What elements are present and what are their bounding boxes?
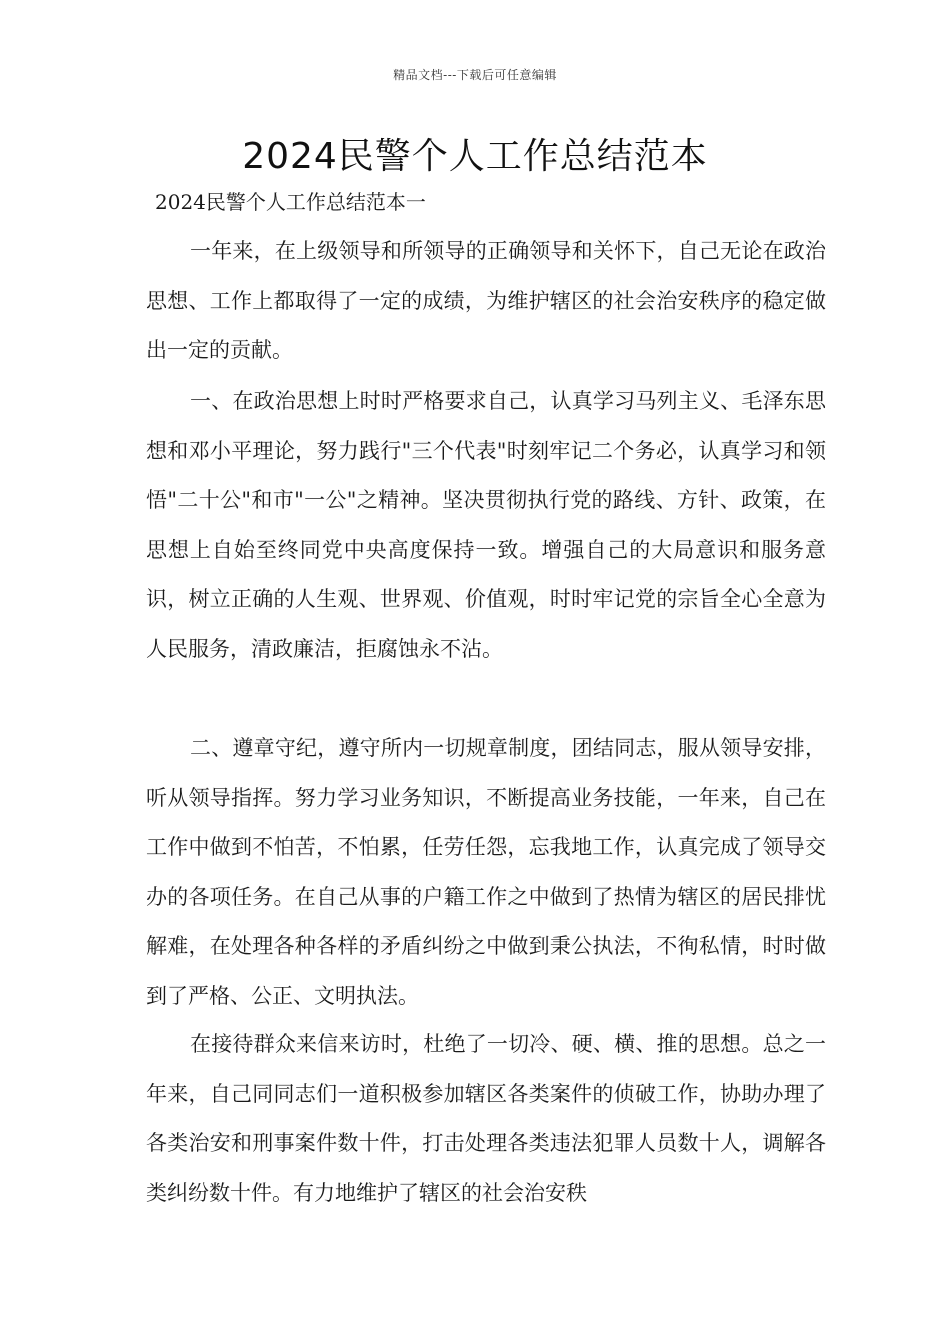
header-note: 精品文档---下载后可任意编辑 xyxy=(393,68,557,82)
paragraph-political-thought: 一、在政治思想上时时严格要求自己，认真学习马列主义、毛泽东思想和邓小平理论，努力践行"三个代表"时刻牢记二个务必，认真学习和领悟"二十公"和市"一公"之精神。坚决贯彻执行党的路线、方针、政策，在思想上自始至终同党中央高度保持一致。增强自己的大局意识和服务意识，树立正确的人生观、世界观、价值观，时时牢记党的宗旨全心全意为人民服务，清政廉洁，拒腐蚀永不沾。 xyxy=(146,389,826,661)
document-title: 2024民警个人工作总结范本 xyxy=(242,136,708,177)
paragraph-intro: 一年来，在上级领导和所领导的正确领导和关怀下，自己无论在政治思想、工作上都取得了一定的成绩，为维护辖区的社会治安秩序的稳定做出一定的贡献。 xyxy=(146,239,826,363)
section-subtitle: 2024民警个人工作总结范本一 xyxy=(155,190,426,214)
paragraph-discipline: 二、遵章守纪，遵守所内一切规章制度，团结同志，服从领导安排，听从领导指挥。努力学习业务知识，不断提高业务技能，一年来，自己在工作中做到不怕苦，不怕累，任劳任怨，忘我地工作，认真完成了领导交办的各项任务。在自己从事的户籍工作之中做到了热情为辖区的居民排忧解难，在处理各种各样的矛盾纠纷之中做到秉公执法，不徇私情，时时做到了严格、公正、文明执法。 xyxy=(146,736,826,1008)
paragraph-public-service: 在接待群众来信来访时，杜绝了一切冷、硬、横、推的思想。总之一年来，自己同同志们一道积极参加辖区各类案件的侦破工作，协助办理了各类治安和刑事案件数十件，打击处理各类违法犯罪人员数十人，调解各类纠纷数十件。有力地维护了辖区的社会治安秩 xyxy=(146,1032,826,1205)
